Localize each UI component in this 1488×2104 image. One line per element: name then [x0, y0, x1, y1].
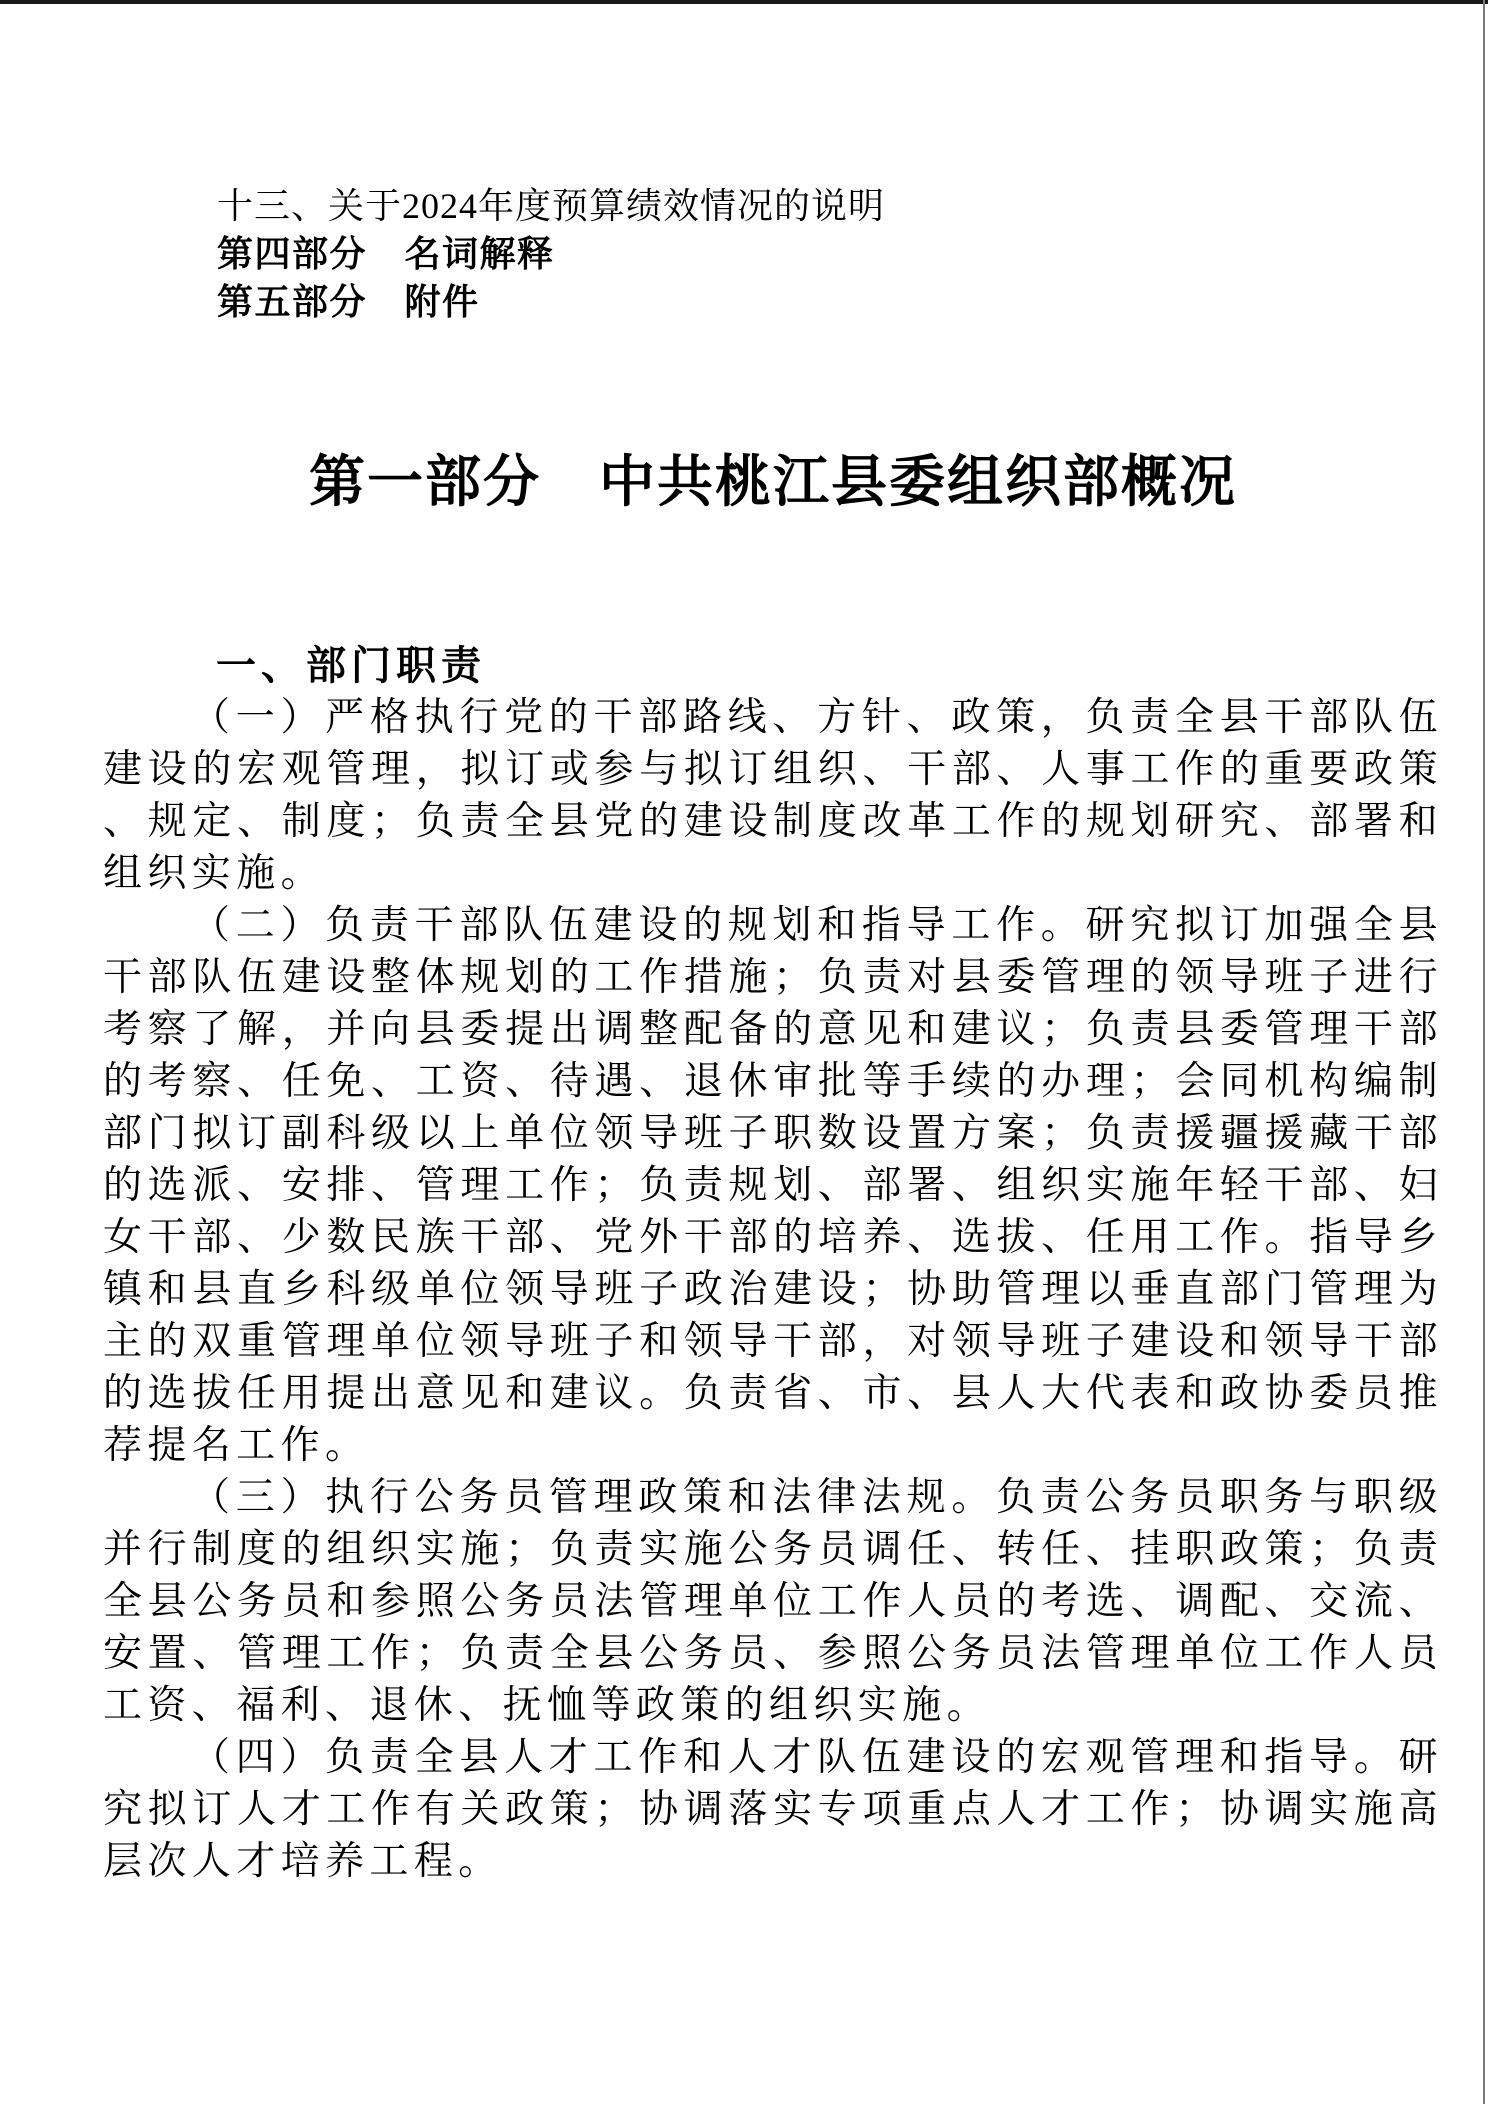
section-department-duties: [103, 640, 1443, 1888]
table-of-contents: [103, 182, 1443, 326]
duty-paragraph-2: （二）负责干部队伍建设的规划和指导工作。研究拟订加强全县干部队伍建设整体规划的工作措施；负责对县委管理的领导班子进行考察了解，并向县委提出调整配备的意见和建议；负责县委管理干部的考察、任免、工资、待遇、退休审批等手续的办理；会同机构编制部门拟订副科级以上单位领导班子职数设置方案；负责援疆援藏干部的选派、安排、管理工作；负责规划、部署、组织实施年轻干部、妇女干部、少数民族干部、党外干部的培养、选拔、任用工作。指导乡镇和县直乡科级单位领导班子政治建设；协助管理以垂直部门管理为主的双重管理单位领导班子和领导干部，对领导班子建设和领导干部的选拔任用提出意见和建议。负责省、市、县人大代表和政协委员推荐提名工作。: [103, 904, 1443, 1467]
page-right-edge: [1483, 0, 1485, 2104]
duty-paragraph-3: （三）执行公务员管理政策和法律法规。负责公务员职务与职级并行制度的组织实施；负责实施公务员调任、转任、挂职政策；负责全县公务员和参照公务员法管理单位工作人员的考选、调配、交流、安置、管理工作；负责全县公务员、参照公务员法管理单位工作人员工资、福利、退休、抚恤等政策的组织实施。: [103, 1476, 1443, 1727]
toc-item-part5-attachments: 第五部分 附件: [217, 282, 480, 322]
toc-item-part4-glossary: 第四部分 名词解释: [217, 234, 555, 274]
toc-item-13-performance-note: 十三、关于2024年度预算绩效情况的说明: [217, 186, 886, 226]
page-top-edge: [0, 0, 1488, 4]
duty-paragraph-4: （四）负责全县人才工作和人才队伍建设的宏观管理和指导。研究拟订人才工作有关政策；协调落实专项重点人才工作；协调实施高层次人才培养工程。: [103, 1736, 1443, 1883]
section-heading-duties: 一、部门职责: [216, 643, 486, 688]
page-title: 第一部分 中共桃江县委组织部概况: [309, 452, 1237, 514]
duty-paragraph-1: （一）严格执行党的干部路线、方针、政策，负责全县干部队伍建设的宏观管理，拟订或参与拟订组织、干部、人事工作的重要政策、规定、制度；负责全县党的建设制度改革工作的规划研究、部署和组织实施。: [103, 696, 1443, 895]
